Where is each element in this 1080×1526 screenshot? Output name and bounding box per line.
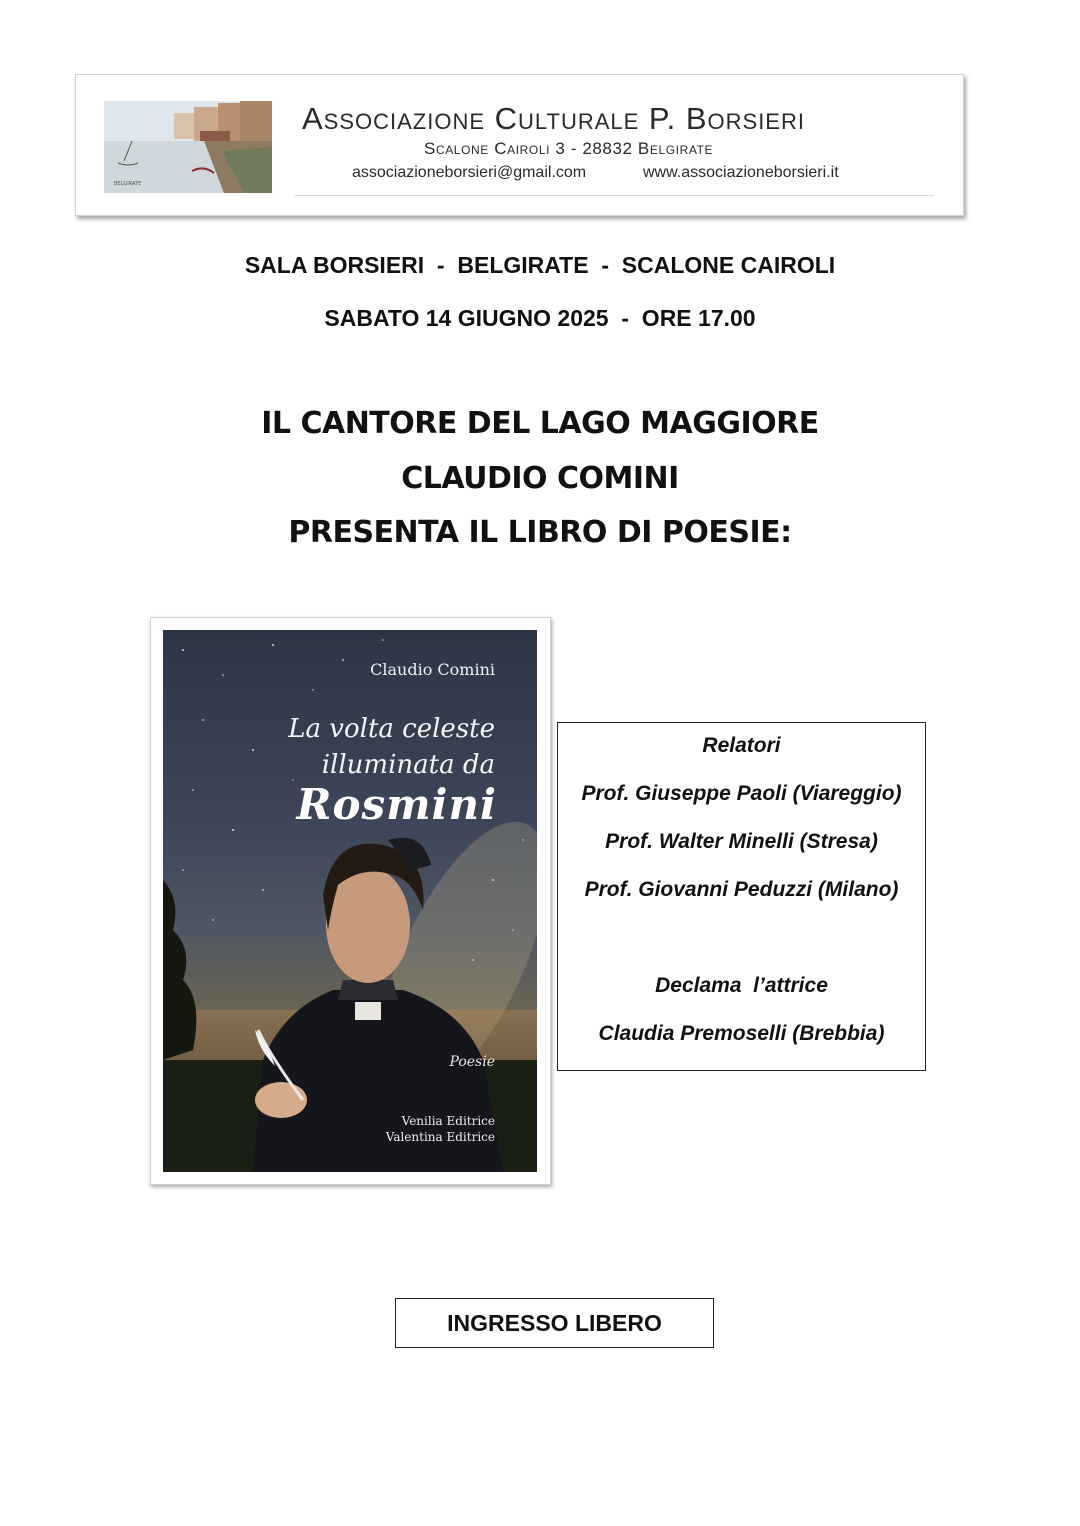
header-banner (75, 74, 964, 216)
book-title-line-3: Rosmini (296, 780, 497, 829)
book-publisher-2: Valentina Editrice (385, 1130, 495, 1144)
reader-name: Claudia Premoselli (Brebbia) (598, 1022, 885, 1045)
association-email: associazioneborsieri@gmail.com (352, 164, 587, 181)
speaker-name: Prof. Giuseppe Paoli (Viareggio) (581, 782, 902, 805)
book-title-line-1: La volta celeste (288, 714, 495, 744)
event-date: SABATO 14 GIUGNO 2025 - ORE 17.00 (324, 305, 756, 331)
book-title-line-2: illuminata da (321, 750, 495, 780)
association-address: Scalone Cairoli 3 - 28832 Belgirate (424, 139, 714, 158)
banner-divider (294, 195, 934, 196)
event-venue: SALA BORSIERI - BELGIRATE - SCALONE CAIROLI (244, 252, 836, 278)
free-entry-label: INGRESSO LIBERO (395, 1298, 714, 1348)
book-cover-frame (150, 617, 551, 1185)
book-cover (163, 630, 537, 1172)
reader-heading: Declama l’attrice (655, 974, 828, 997)
association-website: www.associazioneborsieri.it (643, 164, 839, 181)
association-name: Associazione Culturale P. Borsieri (302, 101, 805, 136)
lake-painting-image (104, 101, 272, 193)
speaker-name: Prof. Giovanni Peduzzi (Milano) (584, 878, 899, 901)
title-line-3: PRESENTA IL LIBRO DI POESIE: (288, 515, 792, 550)
cover-artwork-image (163, 630, 537, 1172)
svg-text:BELGIRATE: BELGIRATE (114, 181, 142, 187)
book-genre: Poesie (449, 1054, 495, 1070)
speakers-box (557, 722, 926, 1071)
title-line-1: IL CANTORE DEL LAGO MAGGIORE (261, 406, 819, 441)
book-publisher-1: Venilia Editrice (401, 1114, 495, 1128)
book-author: Claudio Comini (370, 660, 495, 679)
title-line-2: CLAUDIO COMINI (401, 461, 679, 496)
speaker-name: Prof. Walter Minelli (Stresa) (605, 830, 878, 853)
speakers-heading: Relatori (702, 734, 781, 757)
